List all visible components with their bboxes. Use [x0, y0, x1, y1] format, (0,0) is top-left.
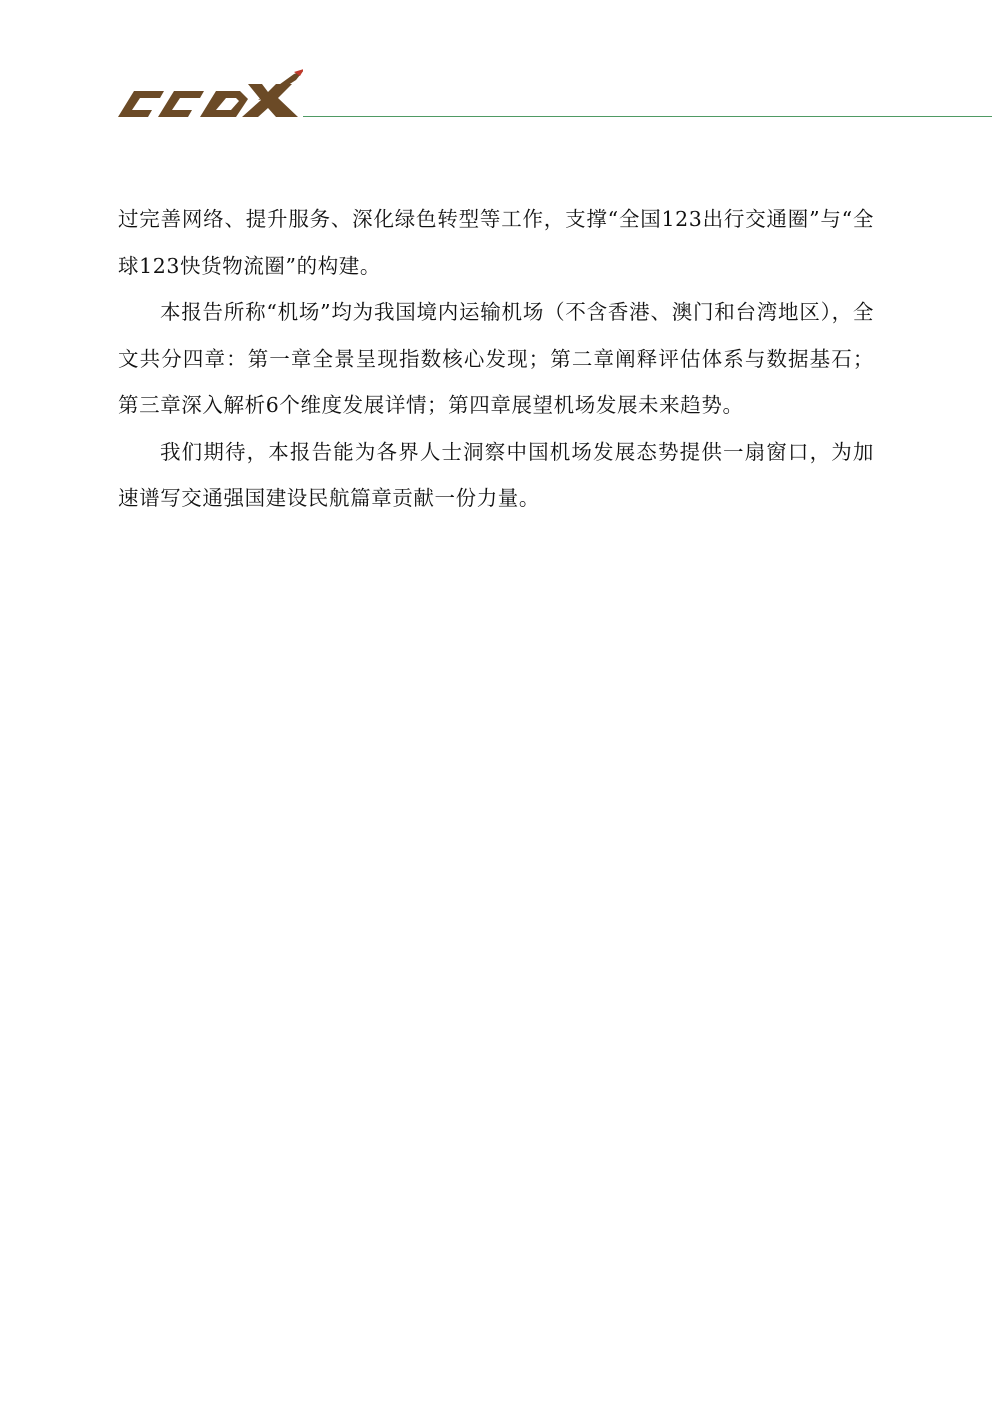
paragraph-2: 本报告所称“机场”均为我国境内运输机场（不含香港、澳门和台湾地区），全文共分四章：第一章全景呈现指数核心发现；第二章阐释评估体系与数据基石；第三章深入解析6个维度发展详情；第四章展望机场发展未来趋势。	[118, 300, 874, 417]
paragraph-3: 我们期待，本报告能为各界人士洞察中国机场发展态势提供一扇窗口，为加速谱写交通强国建设民航篇章贡献一份力量。	[118, 439, 874, 510]
page-header	[118, 68, 992, 120]
paragraph-1: 过完善网络、提升服务、深化绿色转型等工作，支撑“全国123出行交通圈”与“全球123快货物流圈”的构建。	[118, 207, 874, 278]
header-divider	[303, 116, 992, 117]
ccdx-logo-icon	[118, 68, 303, 120]
body-text	[118, 196, 874, 522]
